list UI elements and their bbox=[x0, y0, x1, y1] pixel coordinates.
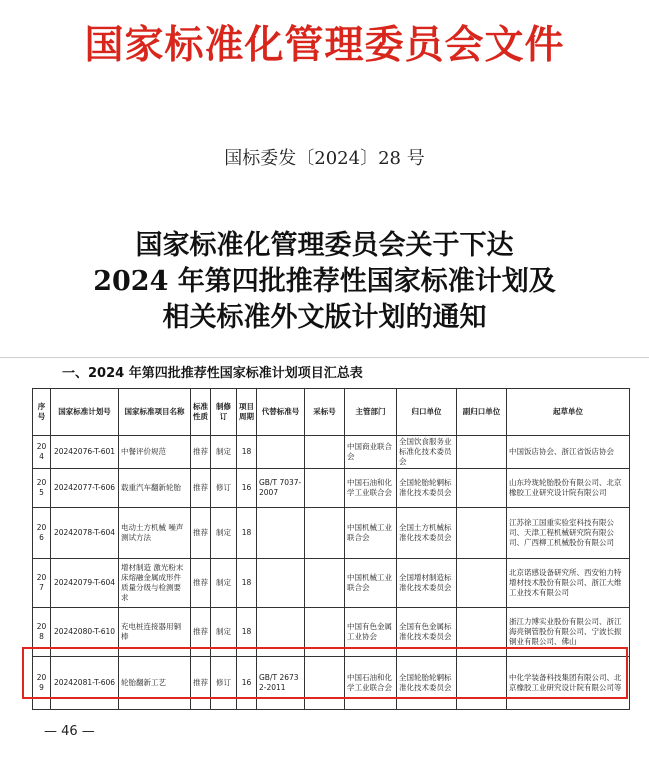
row-no: 205 bbox=[33, 469, 51, 508]
header-cell: 国家标准计划号 bbox=[51, 389, 119, 436]
row-name: 中餐评价规范 bbox=[119, 436, 191, 469]
row-type: 修订 bbox=[211, 657, 237, 710]
row-type: 制定 bbox=[211, 508, 237, 559]
header-cell: 序号 bbox=[33, 389, 51, 436]
row-tc: 全国轮胎轮辋标准化技术委员会 bbox=[397, 657, 457, 710]
section-heading: 一、2024 年第四批推荐性国家标准计划项目汇总表 bbox=[62, 366, 363, 381]
row-name: 增材制造 激光粉末床熔融金属成形件质量分级与检测要求 bbox=[119, 559, 191, 608]
header-cell: 国家标准项目名称 bbox=[119, 389, 191, 436]
notice-title-line-3: 相关标准外文版计划的通知 bbox=[162, 302, 487, 333]
page-number: — 46 — bbox=[44, 724, 95, 739]
row-sub-tc bbox=[457, 436, 507, 469]
row-no: 206 bbox=[33, 508, 51, 559]
row-replace bbox=[257, 508, 305, 559]
row-dept: 中国机械工业联合会 bbox=[345, 508, 397, 559]
row-cycle: 18 bbox=[237, 436, 257, 469]
row-cycle: 18 bbox=[237, 559, 257, 608]
row-cycle: 16 bbox=[237, 657, 257, 710]
table-row bbox=[33, 469, 630, 508]
row-name: 电动土方机械 噪声测试方法 bbox=[119, 508, 191, 559]
row-nature: 推荐 bbox=[191, 508, 211, 559]
row-adopt bbox=[305, 559, 345, 608]
row-cycle: 16 bbox=[237, 469, 257, 508]
document-number: 国标委发〔2024〕28 号 bbox=[224, 148, 425, 169]
row-sub-tc bbox=[457, 508, 507, 559]
row-no: 204 bbox=[33, 436, 51, 469]
row-dept: 中国有色金属工业协会 bbox=[345, 608, 397, 657]
row-drafter: 浙江力博实业股份有限公司、浙江海亮铜管股份有限公司、宁波长振铜业有限公司、佛山 bbox=[507, 608, 630, 657]
header-cell: 标准性质 bbox=[191, 389, 211, 436]
row-type: 制定 bbox=[211, 559, 237, 608]
row-drafter: 中化学装备科技集团有限公司、北京橡胶工业研究设计院有限公司等 bbox=[507, 657, 630, 710]
row-dept: 中国石油和化学工业联合会 bbox=[345, 469, 397, 508]
row-tc: 全国有色金属标准化技术委员会 bbox=[397, 608, 457, 657]
row-adopt bbox=[305, 508, 345, 559]
row-plan-no: 20242078-T-604 bbox=[51, 508, 119, 559]
highlight-box bbox=[22, 647, 628, 699]
row-nature: 推荐 bbox=[191, 559, 211, 608]
row-tc: 全国土方机械标准化技术委员会 bbox=[397, 508, 457, 559]
row-drafter: 中国饭店协会、浙江省饭店协会 bbox=[507, 436, 630, 469]
header-cell: 制修订 bbox=[211, 389, 237, 436]
row-nature: 推荐 bbox=[191, 436, 211, 469]
row-tc: 全国增材制造标准化技术委员会 bbox=[397, 559, 457, 608]
row-cycle: 18 bbox=[237, 608, 257, 657]
row-dept: 中国机械工业联合会 bbox=[345, 559, 397, 608]
row-type: 制定 bbox=[211, 608, 237, 657]
row-name: 载重汽车翻新轮胎 bbox=[119, 469, 191, 508]
row-no: 208 bbox=[33, 608, 51, 657]
row-dept: 中国商业联合会 bbox=[345, 436, 397, 469]
row-plan-no: 20242081-T-606 bbox=[51, 657, 119, 710]
row-nature: 推荐 bbox=[191, 657, 211, 710]
row-sub-tc bbox=[457, 559, 507, 608]
header-cell: 采标号 bbox=[305, 389, 345, 436]
row-nature: 推荐 bbox=[191, 608, 211, 657]
document-header-title: 国家标准化管理委员会文件 bbox=[84, 22, 565, 68]
table-header-row bbox=[33, 389, 630, 436]
row-name: 轮胎翻新工艺 bbox=[119, 657, 191, 710]
row-nature: 推荐 bbox=[191, 469, 211, 508]
row-drafter: 山东玲珑轮胎股份有限公司、北京橡胶工业研究设计院有限公司 bbox=[507, 469, 630, 508]
row-adopt bbox=[305, 469, 345, 508]
row-replace bbox=[257, 559, 305, 608]
table-row bbox=[33, 508, 630, 559]
header-cell: 副归口单位 bbox=[457, 389, 507, 436]
row-replace bbox=[257, 436, 305, 469]
row-replace: GB/T 26732-2011 bbox=[257, 657, 305, 710]
table-row bbox=[33, 436, 630, 469]
header-cell: 起草单位 bbox=[507, 389, 630, 436]
notice-title-line-1: 国家标准化管理委员会关于下达 bbox=[135, 230, 514, 261]
row-plan-no: 20242077-T-606 bbox=[51, 469, 119, 508]
row-plan-no: 20242079-T-604 bbox=[51, 559, 119, 608]
row-no: 209 bbox=[33, 657, 51, 710]
row-no: 207 bbox=[33, 559, 51, 608]
row-cycle: 18 bbox=[237, 508, 257, 559]
header-cell: 归口单位 bbox=[397, 389, 457, 436]
row-sub-tc bbox=[457, 469, 507, 508]
row-name: 充电桩连接器用铜棒 bbox=[119, 608, 191, 657]
row-type: 修订 bbox=[211, 469, 237, 508]
header-cell: 代替标准号 bbox=[257, 389, 305, 436]
row-dept: 中国石油和化学工业联合会 bbox=[345, 657, 397, 710]
notice-title-line-2: 2024 年第四批推荐性国家标准计划及 bbox=[93, 266, 556, 297]
notice-title bbox=[0, 228, 649, 336]
header-cell: 项目周期 bbox=[237, 389, 257, 436]
row-plan-no: 20242076-T-601 bbox=[51, 436, 119, 469]
row-adopt bbox=[305, 436, 345, 469]
row-tc: 全国轮胎轮辋标准化技术委员会 bbox=[397, 469, 457, 508]
row-type: 制定 bbox=[211, 436, 237, 469]
row-drafter: 江苏徐工国重实验室科技有限公司、天津工程机械研究院有限公司、广西柳工机械股份有限公司 bbox=[507, 508, 630, 559]
table-row bbox=[33, 559, 630, 608]
row-drafter: 北京诺感设备研究所、西安铂力特增材技术股份有限公司、浙江大维工业技术有限公司 bbox=[507, 559, 630, 608]
row-plan-no: 20242080-T-610 bbox=[51, 608, 119, 657]
row-replace: GB/T 7037-2007 bbox=[257, 469, 305, 508]
header-cell: 主管部门 bbox=[345, 389, 397, 436]
row-tc: 全国饮食服务业标准化技术委员会 bbox=[397, 436, 457, 469]
